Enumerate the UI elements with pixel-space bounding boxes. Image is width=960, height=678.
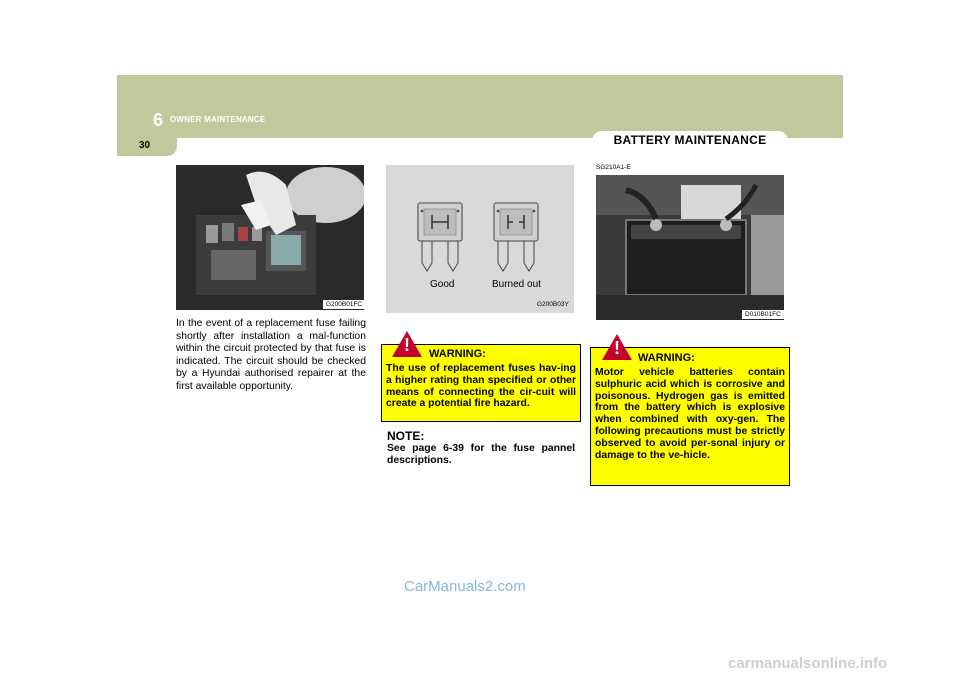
header-band <box>117 75 843 138</box>
section-code: SG210A1-E <box>596 164 631 171</box>
good-fuse-icon <box>418 203 462 271</box>
left-photo-code: G200B01FC <box>323 300 365 309</box>
section-tab <box>592 131 788 150</box>
note-body: See page 6-39 for the fuse pannel descriptions. <box>387 443 575 467</box>
watermark-carmanuals2: CarManuals2.com <box>404 578 526 595</box>
burned-fuse-icon <box>494 203 538 271</box>
page-number: 30 <box>139 140 151 151</box>
good-fuse-label: Good <box>430 279 455 290</box>
fuse-figure-code: G200B03Y <box>537 301 569 308</box>
battery-warning-exclamation-icon: ! <box>614 338 620 358</box>
note-title: NOTE: <box>387 429 425 443</box>
watermark-carmanualsonline: carmanualsonline.info <box>728 655 888 672</box>
battery-warning-body: Motor vehicle batteries contain sulphuric acid which is corrosive and poisonous. Hydrogen gas is emitted from the battery which is explosive when combined with oxy-gen. The following precautions must be strictly observed to avoid per-sonal injury or damage to the ve-hicle. <box>595 367 785 461</box>
section-title: BATTERY MAINTENANCE <box>613 133 767 147</box>
battery-warning-box <box>590 347 790 486</box>
fuse-illustration <box>386 165 574 313</box>
fuse-failure-paragraph: In the event of a replacement fuse failing shortly after installation a mal-function within the circuit protected by that fuse is indicated. The circuit should be checked by a Hyundai authorised repairer at the first available opportunity. <box>176 318 366 392</box>
fuse-box-photo <box>176 165 364 310</box>
page-number-tab <box>117 138 177 156</box>
battery-warning-title: WARNING: <box>638 352 695 364</box>
warning-exclamation-icon: ! <box>404 335 410 355</box>
fuse-warning-body: The use of replacement fuses hav-ing a higher rating than specified or other means of connecting the cir-cuit will create a potential fire hazard. <box>386 363 576 410</box>
battery-photo-code: D010B01FC <box>742 310 784 319</box>
chapter-number: 6 <box>153 110 164 130</box>
chapter-title: OWNER MAINTENANCE <box>170 115 266 124</box>
burned-fuse-label: Burned out <box>492 279 541 290</box>
battery-photo <box>596 175 784 320</box>
fuse-warning-title: WARNING: <box>429 348 486 360</box>
